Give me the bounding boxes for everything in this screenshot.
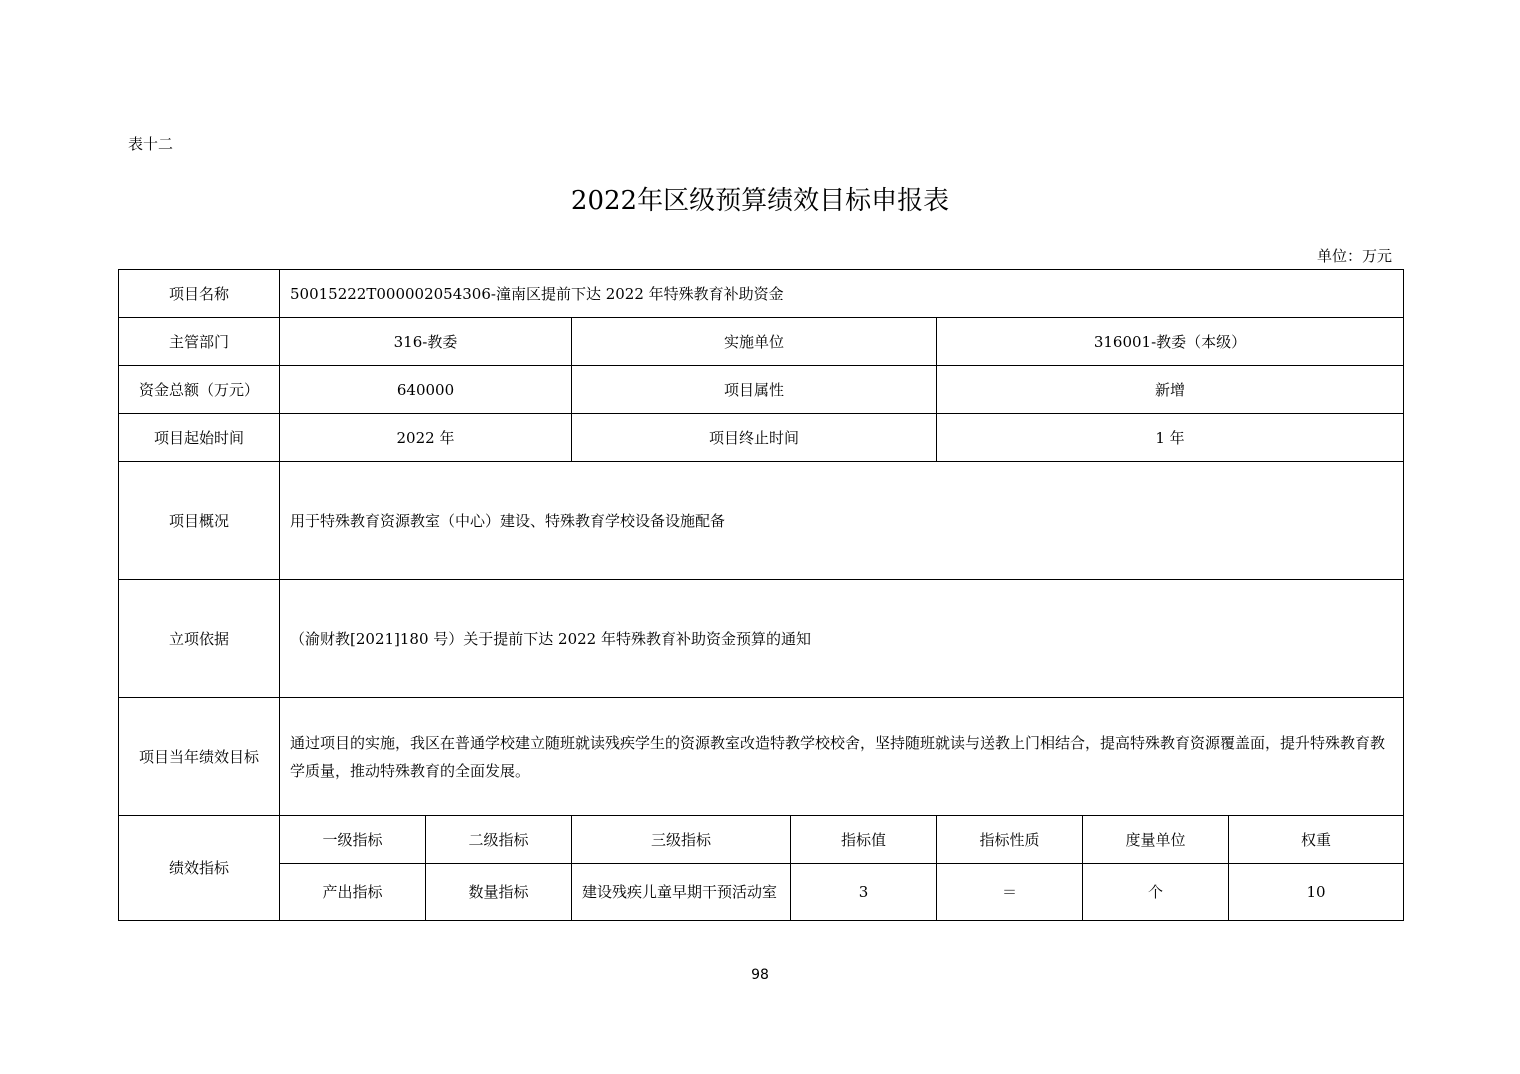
cell-weight: 10 [1229, 864, 1404, 921]
value-total-funds: 640000 [280, 366, 572, 414]
header-level3: 三级指标 [572, 816, 791, 864]
label-annual-goal: 项目当年绩效目标 [119, 698, 280, 816]
label-department: 主管部门 [119, 318, 280, 366]
value-overview: 用于特殊教育资源教室（中心）建设、特殊教育学校设备设施配备 [280, 462, 1404, 580]
cell-level2: 数量指标 [426, 864, 572, 921]
cell-level3: 建设残疾儿童早期干预活动室 [572, 864, 791, 921]
label-basis: 立项依据 [119, 580, 280, 698]
value-end-time: 1 年 [937, 414, 1404, 462]
label-indicators: 绩效指标 [119, 816, 280, 921]
value-implementing-unit: 316001-教委（本级） [937, 318, 1404, 366]
row-department [119, 318, 1404, 366]
value-project-attribute: 新增 [937, 366, 1404, 414]
performance-target-table [118, 269, 1404, 921]
value-project-name: 50015222T000002054306-潼南区提前下达 2022 年特殊教育补助资金 [280, 270, 1404, 318]
cell-unit: 个 [1083, 864, 1229, 921]
header-level1: 一级指标 [280, 816, 426, 864]
label-total-funds: 资金总额（万元） [119, 366, 280, 414]
indicator-row [119, 864, 1404, 921]
row-overview [119, 462, 1404, 580]
label-implementing-unit: 实施单位 [572, 318, 937, 366]
row-basis [119, 580, 1404, 698]
header-indicator-value: 指标值 [791, 816, 937, 864]
row-annual-goal [119, 698, 1404, 816]
document-title: 2022年区级预算绩效目标申报表 [570, 186, 950, 216]
label-project-name: 项目名称 [119, 270, 280, 318]
label-start-time: 项目起始时间 [119, 414, 280, 462]
value-department: 316-教委 [280, 318, 572, 366]
row-timeline [119, 414, 1404, 462]
label-overview: 项目概况 [119, 462, 280, 580]
value-basis: （渝财教[2021]180 号）关于提前下达 2022 年特殊教育补助资金预算的通知 [280, 580, 1404, 698]
label-end-time: 项目终止时间 [572, 414, 937, 462]
value-annual-goal: 通过项目的实施，我区在普通学校建立随班就读残疾学生的资源教室改造特教学校校舍，坚持随班就读与送教上门相结合，提高特殊教育资源覆盖面，提升特殊教育教学质量，推动特殊教育的全面发展。 [280, 698, 1404, 816]
header-indicator-nature: 指标性质 [937, 816, 1083, 864]
unit-note: 单位：万元 [1316, 247, 1392, 265]
row-funding [119, 366, 1404, 414]
header-weight: 权重 [1229, 816, 1404, 864]
value-start-time: 2022 年 [280, 414, 572, 462]
cell-indicator-nature: ＝ [937, 864, 1083, 921]
indicator-header-row [119, 816, 1404, 864]
header-unit: 度量单位 [1083, 816, 1229, 864]
table-number-label: 表十二 [128, 135, 174, 153]
cell-indicator-value: 3 [791, 864, 937, 921]
header-level2: 二级指标 [426, 816, 572, 864]
label-project-attribute: 项目属性 [572, 366, 937, 414]
page-number: 98 [751, 967, 769, 983]
row-project-name [119, 270, 1404, 318]
cell-level1: 产出指标 [280, 864, 426, 921]
